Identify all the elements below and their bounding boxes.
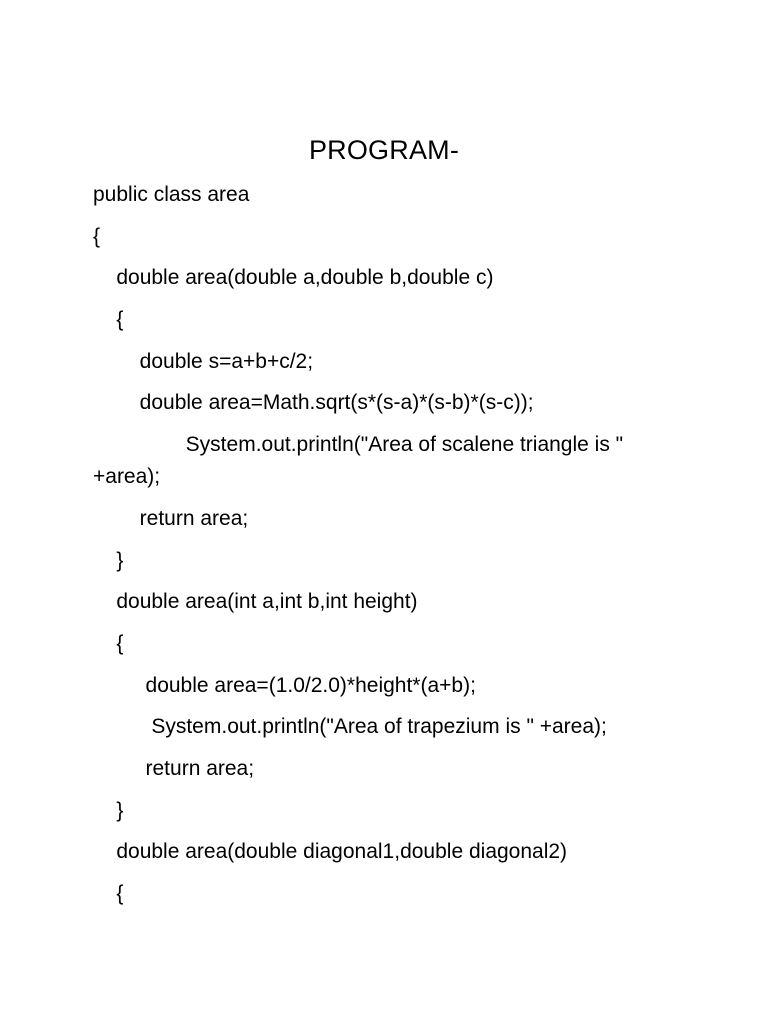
code-line-method-rhombus-open-brace: { (93, 882, 124, 905)
code-line-heron-formula: double area=Math.sqrt(s*(s-a)*(s-b)*(s-c)); (93, 391, 534, 415)
code-line-method-scalene-close-brace: } (93, 548, 124, 572)
code-line-method-rhombus-signature: double area(double diagonal1,double diagonal2) (93, 840, 568, 864)
code-line-return-scalene: return area; (93, 506, 249, 530)
code-line-trapezium-formula: double area=(1.0/2.0)*height*(a+b); (93, 673, 476, 697)
code-line-return-trapezium: return area; (93, 756, 255, 780)
code-line-class-open-brace: { (93, 224, 101, 248)
code-line-print-scalene-part1: System.out.println("Area of scalene triangle is " (139, 433, 624, 457)
code-line-class-declaration: public class area (93, 183, 250, 206)
code-line-print-trapezium: System.out.println("Area of trapezium is " +area); (93, 715, 607, 739)
code-line-method-trapezium-signature: double area(int a,int b,int height) (93, 590, 418, 614)
code-line-method-scalene-open-brace: { (93, 308, 124, 332)
page-title: PROGRAM- (308, 135, 460, 165)
code-line-print-scalene-part2: +area); (93, 465, 161, 489)
code-line-print-scalene (93, 430, 653, 492)
code-line-semi-perimeter: double s=a+b+c/2; (93, 349, 314, 373)
code-listing (93, 180, 653, 921)
code-line-method-trapezium-close-brace: } (93, 798, 124, 822)
code-line-method-trapezium-open-brace: { (93, 631, 124, 655)
code-line-method-scalene-signature: double area(double a,double b,double c) (93, 266, 494, 290)
